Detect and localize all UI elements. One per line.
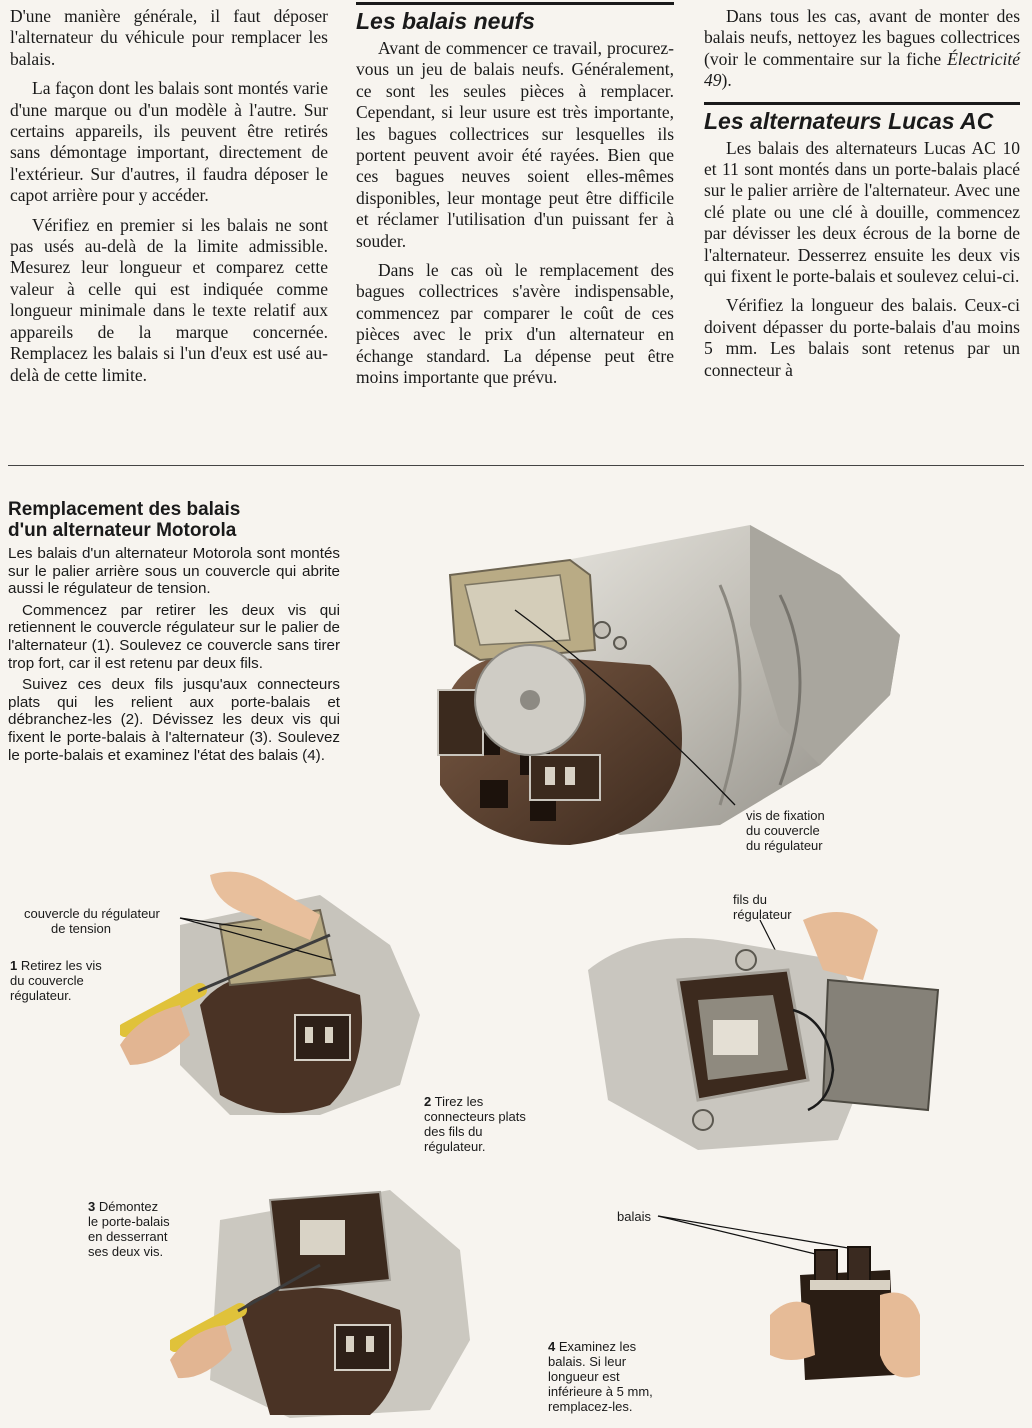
step4-number: 4 <box>548 1339 556 1354</box>
caption-step2-line-3: des fils du <box>424 1124 483 1139</box>
heading-lucas-ac: Les alternateurs Lucas AC <box>704 102 1020 136</box>
step2-photo <box>578 900 958 1160</box>
caption-step4-line-1 <box>548 1339 653 1354</box>
step3-number: 3 <box>88 1199 96 1214</box>
caption-cover-line-1: couvercle du régulateur <box>24 906 160 921</box>
caption-wires-line-2: régulateur <box>733 907 792 922</box>
step4-photo <box>770 1235 920 1395</box>
caption-step3-line-3: en desserrant <box>88 1229 168 1244</box>
caption-cover-line-2: de tension <box>51 921 111 936</box>
motorola-title-line-2: d'un alternateur Motorola <box>8 520 237 541</box>
caption-step2-line-2: connecteurs plats <box>424 1109 526 1124</box>
caption-brushes <box>617 1209 651 1224</box>
caption-regulator-cover <box>24 906 160 936</box>
caption-regulator-wires <box>733 892 792 922</box>
step2-line-1-text: Tirez les <box>434 1094 484 1109</box>
caption-step4-line-2: balais. Si leur <box>548 1354 627 1369</box>
caption-fixing-line-2: du couvercle <box>746 823 820 838</box>
caption-step1-line-3: régulateur. <box>10 988 72 1003</box>
caption-step3-line-1 <box>88 1199 170 1214</box>
col2-paragraph-2: Dans le cas où le remplacement des bagues collectrices s'avère indispensable, commencez par comparer le coût de ces pièces avec le prix d'un alternateur en échange standard. La dépense peut être moins importante que prévu. <box>356 260 674 388</box>
caption-step1-line-2: du couvercle <box>10 973 84 988</box>
caption-step4-line-4: inférieure à 5 mm, <box>548 1384 653 1399</box>
caption-fixing-line-1: vis de fixation <box>746 808 825 823</box>
step3-line-1-text: Démontez <box>98 1199 159 1214</box>
step3-photo <box>170 1180 480 1420</box>
step2-number: 2 <box>424 1094 432 1109</box>
caption-fixing-line-3: du régulateur <box>746 838 823 853</box>
col3-paragraph-2: Les balais des alternateurs Lucas AC 10 et 11 sont montés dans un porte-balais placé sur le palier arrière de l'alternateur. Avec une clé plate ou une clé à douille, commencez par dévisser les deux écrous de la borne de l'alternateur. Desserrez ensuite les deux vis qui fixent le porte-balais et soulevez celui-ci. <box>704 137 1020 287</box>
motorola-paragraph-3: Suivez ces deux fils jusqu'aux connecteurs plats qui les relient aux porte-balais et débranchez-les (2). Dévissez les deux vis qui fixent le porte-balais à l'alternateur (3). Soulevez le porte-balais et examinez l'état des balais (4). <box>8 676 340 764</box>
step1-number: 1 <box>10 958 18 973</box>
motorola-title-line-1: Remplacement des balais <box>8 499 241 520</box>
heading-balais-neufs: Les balais neufs <box>356 2 674 36</box>
caption-step4-line-3: longueur est <box>548 1369 620 1384</box>
col2-paragraph-1: Avant de commencer ce travail, procurez-vous un jeu de balais neufs. Généralement, ce sont les seules pièces à remplacer. Cependant, si leur usure est très importante, les bagues collectrices sur lesquelles ils portent peuvent avoir été rayées. Bien que ces bagues neuves soient elles-mêmes disponibles, leur montage peut être difficile et réclamer l'utilisation d'un puissant fer à souder. <box>356 38 674 251</box>
caption-step3-line-2: le porte-balais <box>88 1214 170 1229</box>
step4-line-1-text: Examinez les <box>558 1339 637 1354</box>
motorola-paragraph-1: Les balais d'un alternateur Motorola sont montés sur le palier arrière sous un couvercle qui abrite aussi le régulateur de tension. <box>8 545 340 598</box>
caption-step3-line-4: ses deux vis. <box>88 1244 164 1259</box>
caption-wires-line-1: fils du <box>733 892 767 907</box>
caption-step-1 <box>10 958 102 1003</box>
motorola-paragraph-2: Commencez par retirer les deux vis qui retiennent le couvercle régulateur sur le palier de l'alternateur (1). Soulevez ce couvercle sans tirer trop fort, car il est retenu par deux fils. <box>8 601 340 672</box>
caption-step-4 <box>548 1339 653 1414</box>
caption-step1-line-1 <box>10 958 102 973</box>
col1-paragraph-3: Vérifiez en premier si les balais ne sont pas usés au-delà de la limite admissible. Mesurez leur longueur et comparez cette valeur à celle qui est indiquée comme longueur minimale dans le texte relatif aux appareils de la marque concernée. Remplacez les balais si l'un d'eux est usé au-delà de cette limite. <box>10 214 328 385</box>
step1-line-1-text: Retirez les vis <box>20 958 102 973</box>
caption-brushes-text: balais <box>617 1209 651 1224</box>
caption-step2-line-1 <box>424 1094 526 1109</box>
caption-step4-line-5: remplacez-les. <box>548 1399 633 1414</box>
caption-step-3 <box>88 1199 170 1259</box>
caption-step2-line-4: régulateur. <box>424 1139 486 1154</box>
col1-paragraph-2: La façon dont les balais sont montés varie d'une marque ou d'un modèle à l'autre. Sur certains appareils, ils peuvent être retirés sans démontage important, directement de l'extérieur. Sur d'autres, il faudra déposer le capot arrière pour y accéder. <box>10 78 328 206</box>
caption-step-2 <box>424 1094 526 1154</box>
col3-p1-text-b: ). <box>721 70 732 91</box>
reference-fiche: Électricité 49 <box>704 48 1020 91</box>
col3-p1-text-a: Dans tous les cas, avant de monter des balais neufs, nettoyez les bagues collectrices (voir le commentaire sur la fiche <box>704 6 1020 69</box>
col1-paragraph-1: D'une manière générale, il faut déposer l'alternateur du véhicule pour remplacer les balais. <box>10 6 328 69</box>
col3-paragraph-3: Vérifiez la longueur des balais. Ceux-ci doivent dépasser du porte-balais d'au moins 5 mm. Les balais sont retenus par un connecteur à <box>704 295 1020 380</box>
